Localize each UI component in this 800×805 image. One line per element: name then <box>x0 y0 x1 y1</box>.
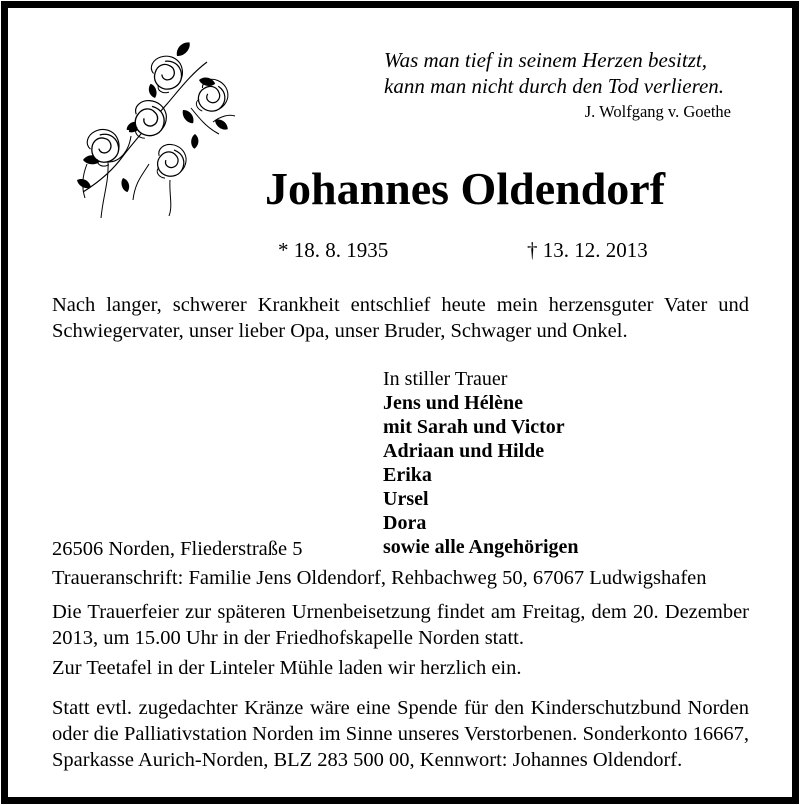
condolence-address: Traueranschrift: Familie Jens Oldendorf, Rehbachweg 50, 67067 Ludwigshafen <box>52 567 707 589</box>
quote-line-2: kann man nicht durch den Tod verlieren. <box>384 74 725 98</box>
memorial-quote <box>384 47 731 122</box>
mourners-intro: In stiller Trauer <box>383 368 508 390</box>
quote-line-1: Was man tief in seinem Herzen besitzt, <box>384 48 707 72</box>
quote-attribution: J. Wolfgang v. Goethe <box>584 102 731 121</box>
mourner-name: Dora <box>383 512 427 534</box>
death-date: † 13. 12. 2013 <box>527 238 648 262</box>
deceased-name: Johannes Oldendorf <box>264 163 666 214</box>
funeral-info: Die Trauerfeier zur späteren Urnenbeisetzung findet am Freitag, dem 20. Dezember 2013, um 15.00 Uhr in der Friedhofskapelle Norden statt. <box>52 601 749 649</box>
mourner-name: Jens und Hélène <box>383 392 524 414</box>
mourners-list <box>383 367 579 559</box>
mourner-name: sowie alle Angehörigen <box>383 536 579 558</box>
home-address: 26506 Norden, Fliederstraße 5 <box>52 538 303 560</box>
donation-info: Statt evtl. zugedachter Kränze wäre eine Spende für den Kinderschutzbund Norden oder die Palliativstation Norden im Sinne unseres Verstorbenen. Sonderkonto 16667, Sparkasse Aurich-Norden, BLZ 283 500 00, Kennwort: Johannes Oldendorf. <box>52 697 749 771</box>
death-announcement: Nach langer, schwerer Krankheit entschlief heute mein herzensguter Vater und Schwiegervater, unser lieber Opa, unser Bruder, Schwager und Onkel. <box>52 294 749 342</box>
mourner-name: Erika <box>383 464 432 486</box>
mourner-name: mit Sarah und Victor <box>383 416 565 438</box>
mourner-name: Adriaan und Hilde <box>383 440 545 462</box>
reception-info: Zur Teetafel in der Linteler Mühle laden wir herzlich ein. <box>52 657 522 679</box>
birth-date: * 18. 8. 1935 <box>278 238 389 262</box>
mourner-name: Ursel <box>383 488 429 510</box>
